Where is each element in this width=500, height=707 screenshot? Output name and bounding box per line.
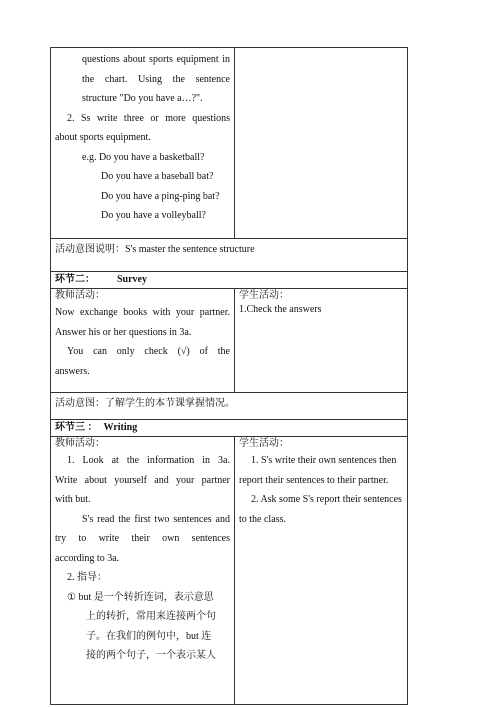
text-line: according to 3a. (55, 552, 120, 564)
text-line: 2. 指导： (67, 572, 107, 583)
text-line: try to write their own sentences (55, 533, 230, 544)
intent-text: 活动意图：了解学生的本节课掌握情况。 (55, 398, 235, 409)
text-line: to the class. (239, 513, 286, 525)
text-line: 子。在我们的例句中，but 连 (86, 630, 212, 642)
intent-cell (51, 393, 408, 420)
text-line: ① but 是一个转折连词，表示意思 (67, 591, 214, 603)
section-header-row (51, 272, 408, 289)
section-header-row (51, 420, 408, 437)
text-line: S's read the first two sentences and (82, 513, 230, 525)
text-line: Now exchange books with your partner. (55, 307, 230, 318)
student-activity-continued-cell (235, 48, 408, 239)
text-line: with but. (55, 494, 91, 505)
student-activity-label: 学生活动： (239, 438, 289, 449)
section-activity-row (51, 289, 408, 393)
text-line: answers. (55, 365, 90, 377)
lesson-plan-document (50, 47, 405, 705)
student-activity-cell (235, 289, 408, 393)
text-line: 1.Check the answers (239, 304, 322, 315)
text-line: 1. Look at the information in 3a. (67, 455, 230, 466)
text-line: 1. S's write their own sentences then (251, 455, 397, 466)
teacher-activity-label: 教师活动： (55, 290, 105, 301)
section-activity-row (51, 437, 408, 705)
text-line: 2. Ss write three or more questions (67, 112, 230, 124)
text-line: report their sentences to their partner. (239, 474, 389, 486)
text-line: Write about yourself and your partner (55, 474, 230, 486)
text-line: e.g. Do you have a basketball? (82, 151, 205, 163)
section-header-cell (51, 272, 408, 289)
section-title: Writing (103, 422, 138, 433)
intent-row (51, 239, 408, 272)
text-line: 上的转折，常用来连接两个句 (86, 611, 216, 622)
text-line: 2. Ask some S's report their sentences (251, 494, 402, 505)
text-line: the chart. Using the sentence (82, 73, 230, 85)
teacher-activity-cell (51, 437, 235, 705)
text-line: Do you have a ping-ping bat? (101, 190, 220, 202)
text-line: 接的两个句子，一个表示某人 (86, 650, 216, 661)
section-label: 环节二： (55, 274, 95, 285)
section-title: Survey (117, 274, 147, 285)
lesson-plan-table (50, 47, 408, 705)
teacher-activity-label: 教师活动： (55, 438, 105, 449)
text-line: questions about sports equipment in (82, 54, 230, 65)
text-line: You can only check (√) of the (67, 346, 230, 357)
text-line: about sports equipment. (55, 132, 151, 143)
student-activity-label: 学生活动： (239, 290, 289, 301)
text-line: structure "Do you have a…?". (82, 93, 203, 104)
student-activity-cell (235, 437, 408, 705)
activity-continuation-row (51, 48, 408, 239)
intent-cell (51, 239, 408, 272)
text-line: Answer his or her questions in 3a. (55, 326, 192, 338)
section-label: 环节三 ： (55, 422, 98, 433)
text-line: Do you have a baseball bat? (101, 171, 214, 182)
intent-row (51, 393, 408, 420)
teacher-activity-cell (51, 289, 235, 393)
section-header-cell (51, 420, 408, 437)
intent-text: 活动意图说明：S's master the sentence structure (55, 244, 255, 255)
teacher-activity-continued-cell (51, 48, 235, 239)
text-line: Do you have a volleyball? (101, 210, 206, 221)
